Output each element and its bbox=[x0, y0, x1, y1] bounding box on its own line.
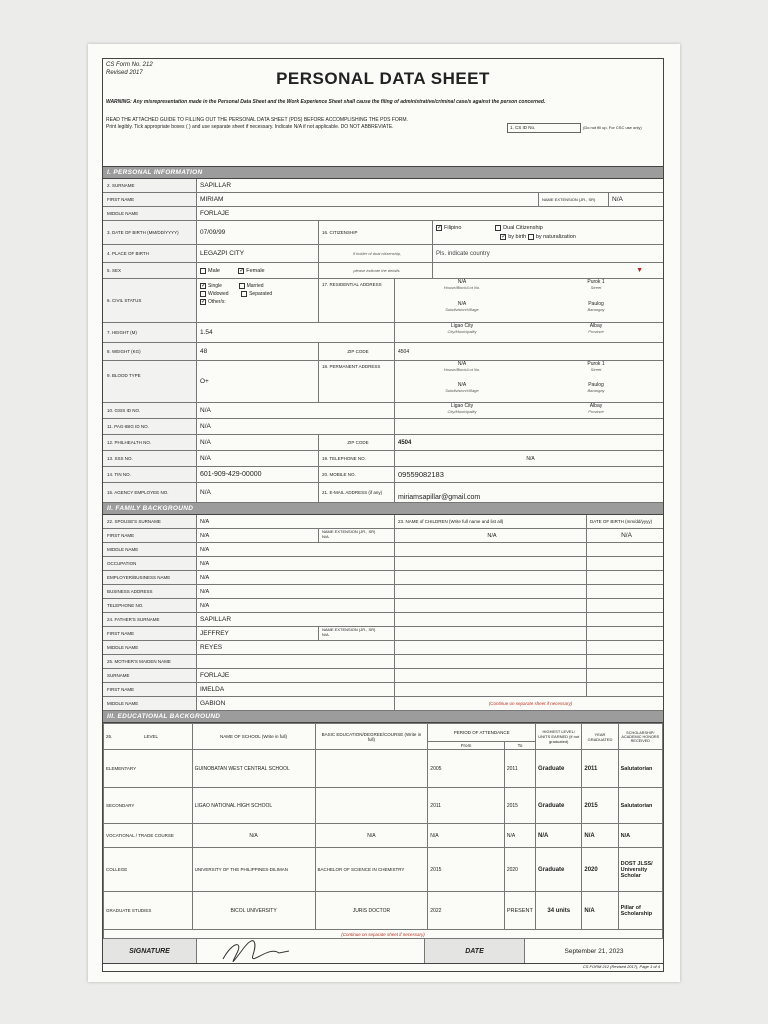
father-first-value[interactable]: JEFFREY bbox=[197, 627, 319, 640]
education-table bbox=[103, 723, 663, 939]
date-value[interactable]: September 21, 2023 bbox=[564, 947, 624, 955]
edu-year[interactable]: 2015 bbox=[582, 788, 618, 824]
page-title: PERSONAL DATA SHEET bbox=[276, 69, 490, 88]
edu-level: ELEMENTARY bbox=[104, 750, 193, 788]
mother-first-value[interactable]: IMELDA bbox=[197, 683, 395, 696]
mother-first-label: FIRST NAME bbox=[103, 683, 197, 696]
mother-surname-value[interactable]: FORLAJE bbox=[197, 669, 395, 682]
edu-period-header: PERIOD OF ATTENDANCE bbox=[428, 724, 536, 742]
edu-year[interactable]: 2020 bbox=[582, 848, 618, 892]
family-continue-note: (Continue on separate sheet if necessary) bbox=[488, 701, 573, 706]
tel-label: 19. TELEPHONE NO. bbox=[319, 451, 395, 466]
perm-prov-value[interactable]: Albay bbox=[589, 403, 603, 409]
perm-subd-value[interactable]: N/A bbox=[457, 381, 467, 388]
email-label: 21. E-MAIL ADDRESS (if any) bbox=[319, 483, 395, 502]
male-label: Male bbox=[208, 267, 220, 274]
edu-units[interactable]: 34 units bbox=[536, 892, 582, 930]
perm-city-value[interactable]: Ligao City bbox=[450, 403, 474, 409]
cap-street: Street bbox=[590, 285, 602, 290]
instruction-2: Print legibly. Tick appropriate boxes ( ) and use separate sheet if necessary. Indicate N/A if not applicable. DO NOT ABBREVIATE. bbox=[106, 124, 394, 130]
form-reference: CS FORM 212 (Revised 2017), Page 1 of 4 bbox=[103, 963, 663, 969]
pob-value[interactable]: LEGAZPI CITY bbox=[197, 245, 319, 262]
gsis-value[interactable]: N/A bbox=[197, 403, 395, 418]
spouse-middle-label: MIDDLE NAME bbox=[103, 543, 197, 556]
edu-course[interactable] bbox=[315, 750, 428, 788]
occupation-value[interactable]: N/A bbox=[197, 557, 395, 570]
res-subd-value[interactable]: N/A bbox=[457, 300, 467, 307]
employer-label: EMPLOYER/BUSINESS NAME bbox=[103, 571, 197, 584]
edu-from[interactable]: 2005 bbox=[428, 750, 505, 788]
civil-status-label: 6. CIVIL STATUS bbox=[103, 279, 197, 322]
mobile-value[interactable]: 09559082183 bbox=[398, 470, 444, 479]
instruction-1: READ THE ATTACHED GUIDE TO FILLING OUT THE PERSONAL DATA SHEET (PDS) BEFORE ACCOMPLISHING THE PDS FORM. bbox=[106, 117, 408, 123]
cap-prov: Province bbox=[588, 329, 604, 334]
dual-note-1: If holder of dual citizenship, bbox=[319, 245, 433, 262]
occupation-label: OCCUPATION bbox=[103, 557, 197, 570]
edu-school[interactable]: N/A bbox=[192, 824, 315, 848]
widowed-label: Widowed bbox=[208, 291, 229, 297]
edu-year[interactable]: N/A bbox=[582, 824, 618, 848]
business-address-value[interactable]: N/A bbox=[197, 585, 395, 598]
warning-text: WARNING: Any misrepresentation made in the Personal Data Sheet and the Work Experience Sheet shall cause the filing of administrative/criminal case/s against the person concerned. bbox=[106, 99, 546, 105]
section-education: III. EDUCATIONAL BACKGROUND bbox=[103, 711, 663, 723]
edu-honors[interactable]: DOST JLSS/ University Scholar bbox=[618, 848, 662, 892]
employer-value[interactable]: N/A bbox=[197, 571, 395, 584]
cap-city: City/Municipality bbox=[447, 329, 477, 334]
father-first-label: FIRST NAME bbox=[103, 627, 197, 640]
edu-units[interactable]: Graduate bbox=[536, 788, 582, 824]
others-label: Other/s: bbox=[208, 299, 226, 305]
by-birth-checkbox[interactable]: ✓ bbox=[501, 233, 507, 240]
signature-label: SIGNATURE bbox=[103, 939, 197, 963]
pagibig-value[interactable]: N/A bbox=[197, 419, 395, 434]
res-brgy-value[interactable]: Paulog bbox=[588, 300, 604, 307]
edu-to[interactable]: 2011 bbox=[504, 750, 535, 788]
filipino-checkbox[interactable]: ✓ bbox=[437, 224, 443, 231]
edu-course[interactable] bbox=[315, 788, 428, 824]
country-dropdown-icon[interactable]: ▼ bbox=[636, 267, 643, 274]
gsis-label: 10. GSIS ID NO. bbox=[103, 403, 197, 418]
spouse-first-label: FIRST NAME bbox=[103, 529, 197, 542]
male-checkbox[interactable] bbox=[200, 268, 206, 274]
edu-honors-header: SCHOLARSHIP/ ACADEMIC HONORS RECEIVED bbox=[618, 724, 662, 750]
perm-zip-value[interactable]: 4504 bbox=[398, 439, 412, 446]
edu-from[interactable]: 2022 bbox=[428, 892, 505, 930]
edu-units[interactable]: N/A bbox=[536, 824, 582, 848]
edu-honors[interactable]: Salutatorian bbox=[618, 750, 662, 788]
dual-label: Dual Citizenship bbox=[503, 225, 543, 231]
cs-id-field[interactable]: 1. CS ID No. bbox=[507, 123, 581, 133]
philhealth-value[interactable]: N/A bbox=[197, 435, 319, 450]
married-label: Married bbox=[246, 283, 264, 289]
agency-label: 15. AGENCY EMPLOYEE NO. bbox=[103, 483, 197, 502]
citizenship-label: 16. CITIZENSHIP bbox=[319, 221, 433, 244]
father-surname-label: 24. FATHER'S SURNAME bbox=[103, 613, 197, 626]
edu-school[interactable]: BICOL UNIVERSITY bbox=[192, 892, 315, 930]
filipino-label: Filipino bbox=[444, 225, 462, 231]
surname-label: 2. SURNAME bbox=[103, 179, 197, 192]
philhealth-label: 12. PHILHEALTH NO. bbox=[103, 435, 197, 450]
edu-year[interactable]: 2011 bbox=[582, 750, 618, 788]
sex-label: 5. SEX bbox=[103, 263, 197, 278]
edu-row bbox=[104, 750, 663, 788]
child-1-dob[interactable]: N/A bbox=[621, 532, 632, 539]
mother-surname-label: SURNAME bbox=[103, 669, 197, 682]
edu-to[interactable]: 2020 bbox=[504, 848, 535, 892]
others-checkbox[interactable]: ✓ bbox=[201, 298, 207, 305]
edu-level: VOCATIONAL / TRADE COURSE bbox=[104, 824, 193, 848]
cap-subd: Subdivision/Village bbox=[445, 306, 479, 312]
edu-from-header: From bbox=[428, 742, 505, 750]
edu-row bbox=[104, 788, 663, 824]
business-address-label: BUSINESS ADDRESS bbox=[103, 585, 197, 598]
spouse-middle-value[interactable]: N/A bbox=[197, 543, 395, 556]
first-name-label: FIRST NAME bbox=[103, 193, 197, 206]
email-value[interactable]: miriamsapillar@gmail.com bbox=[398, 494, 481, 501]
form-revised: Revised 2017 bbox=[106, 70, 143, 76]
spouse-surname-value[interactable]: N/A bbox=[197, 515, 395, 528]
perm-brgy-value[interactable]: Paulog bbox=[588, 381, 604, 388]
perm-house-value[interactable]: N/A bbox=[457, 361, 467, 367]
name-ext-value[interactable]: N/A bbox=[612, 196, 623, 203]
edu-from[interactable]: N/A bbox=[428, 824, 505, 848]
weight-label: 8. WEIGHT (KG) bbox=[103, 343, 197, 360]
father-middle-label: MIDDLE NAME bbox=[103, 641, 197, 654]
sss-value[interactable]: N/A bbox=[197, 451, 319, 466]
edu-honors[interactable]: Pillar of Scholarship bbox=[618, 892, 662, 930]
father-middle-value[interactable]: REYES bbox=[197, 641, 395, 654]
edu-to[interactable]: 2015 bbox=[504, 788, 535, 824]
separated-checkbox[interactable] bbox=[241, 291, 247, 297]
edu-row bbox=[104, 824, 663, 848]
res-zip-value[interactable]: 4504 bbox=[398, 348, 410, 355]
section-family: II. FAMILY BACKGROUND bbox=[103, 503, 663, 515]
edu-course[interactable]: BACHELOR OF SCIENCE IN CHEMISTRY bbox=[315, 848, 428, 892]
date-label: DATE bbox=[425, 939, 525, 963]
single-checkbox[interactable]: ✓ bbox=[201, 282, 207, 289]
married-checkbox[interactable] bbox=[239, 283, 245, 289]
spouse-surname-label: 22. SPOUSE'S SURNAME bbox=[103, 515, 197, 528]
pob-label: 4. PLACE OF BIRTH bbox=[103, 245, 197, 262]
tin-label: 14. TIN NO. bbox=[103, 467, 197, 482]
tin-value[interactable]: 601-909-429-00000 bbox=[197, 467, 319, 482]
spouse-tel-value[interactable]: N/A bbox=[197, 599, 395, 612]
spouse-tel-label: TELEPHONE NO. bbox=[103, 599, 197, 612]
spouse-first-value[interactable]: N/A bbox=[197, 529, 319, 542]
pds-form: CS Form No. 212 Revised 2017 PERSONAL DATA SHEET WARNING: Any misrepresentation made in the Personal Data Sheet and the Work Experience Sheet shall cause the filing of administrative/criminal case/s against the person concerned. READ THE ATTACHED GUIDE TO FILLING OUT THE PERSONAL DATA SHEET (PDS) BEFORE ACCOMPLISHING THE PDS FORM. Print legibly. Tick appropriate boxes ( ) and use separate sheet if necessary. Indicate N/A if not applicable. DO NOT ABBREVIATE. 1. CS ID No. (Do not fill up. For CSC use only) I. PERSONAL INFORMATION 2. SURNAME SAPILLAR FIRST NAME MIRIAM NAME EXTENSION (JR., SR) N/A MIDDLE NAME FORLAJE 3. DATE OF BIRTH (MM/DD/YYYY) 07/09/99 16. CITIZENSHIP ✓ Filipino Dual Citizenship ✓ by birth by naturalization 4. PLACE OF BIRTH LEGAZPI CITY If holder of dual citizenship, Pls. indicate country 5. SEX Male ✓ Female please indicate the details. ▼ 6. CIVIL STATUS ✓ Single Married Widowed Separated ✓ Other/s: 17. RESIDENTIAL ADDRESS N/A House/Block/Lot No. Purok 1 Street N/A Subdivision/Village Paulog Barangay 7. HEIGHT (M) 1.54 Ligao City City/Municipality Albay Province 8. WEIGHT (KG) 48 ZIP CODE 4504 9. BLOOD TYPE O+ 18. PERMANENT ADDRESS N/A House/Block/Lot No. Purok 1 Street N/A Subdivision/Village Paulog Barangay 10. GSIS ID NO. N/A Ligao City City/Municipality Albay Province 11. PAG-IBIG ID NO. N/A 12. PHILHEALTH NO. N/A ZIP CODE 4504 13. SSS NO. N/A 19. TELEPHONE NO. N/A 14. TIN NO. 601-909-429-00000 20. MOBILE NO. 09559082183 15. AGENCY EMPLOYEE NO. N/A 21. E-MAIL ADDRESS (if any) miriamsapillar@gmail.com II. FAMILY BACKGROUND 22. SPOUSE'S SURNAME N/A 23. NAME of CHILDREN (Write full name and list all) DATE OF BIRTH (mm/dd/yyyy) FIRST NAME N/A NAME EXTENSION (JR., SR) N/A N/A N/A MIDDLE NAME N/A OCCUPATION N/A EMPLOYER/BUSINESS NAME N/A BUSINESS ADDRESS N/A TELEPHONE NO. N/A 24. FATHER'S SURNAME SAPILLAR FIRST NAME JEFFREY NAME EXTENSION (JR., SR) N/A MIDDLE NAME REYES 25. MOTHER'S MAIDEN NAME SURNAME FORLAJE FIRST NAME IMELDA MIDDLE NAME GABION (Continue on separate sheet if necessary) III. EDUCATIONAL BACKGROUND 26. LEVEL NAME OF SCHOOL (Write in full) BASIC EDUCATION/DEGREE/COURSE (Write in full) PERIOD OF ATTENDANCE HIGHEST LEVEL/ UNITS EARNED (if not graduated) YEAR GRADUATED SCHOLARSHIP/ ACADEMIC HONORS RECEIVED From To ELEMENTARY GUINOBATAN WEST CENTRAL SCHOOL 2005 2011 Graduate 2011 Salutatorian SECONDARY LIGAO NATIONAL HIGH SCHOOL 2011 2015 Graduate 2015 Salutatorian VOCATIONAL / TRADE COURSE N/A N/A N/A N/A N/A N/A N/A COLLEGE UNIVERSITY OF THE PHILIPPINES-DILIMAN BACHELOR OF SCIENCE IN CHEMISTRY 2015 2020 Graduate 2020 DOST JLSS/ University Scholar GRADUATE STUDIES BICOL UNIVERSITY JURIS DOCTOR 2022 PRESENT 34 units N/A Pillar of Scholarship (Continue on separate sheet if necessary) SIGNATURE DATE September 21, 2023 CS FORM 212 (Revised 2017), Page 1 of 4 bbox=[102, 58, 664, 972]
paper-sheet bbox=[88, 44, 680, 982]
mother-middle-label: MIDDLE NAME bbox=[103, 697, 197, 710]
res-zip-label: ZIP CODE bbox=[319, 343, 395, 360]
by-nat-label: by naturalization bbox=[535, 234, 576, 240]
edu-units[interactable]: Graduate bbox=[536, 750, 582, 788]
father-ext-value[interactable]: N/A bbox=[322, 632, 329, 637]
cs-id-note: (Do not fill up. For CSC use only) bbox=[583, 125, 642, 130]
cap-house: House/Block/Lot No. bbox=[443, 285, 481, 290]
father-surname-value[interactable]: SAPILLAR bbox=[197, 613, 395, 626]
dual-checkbox[interactable] bbox=[495, 225, 501, 231]
edu-units[interactable]: Graduate bbox=[536, 848, 582, 892]
edu-continue-note: (Continue on separate sheet if necessary) bbox=[104, 930, 663, 939]
res-prov-value[interactable]: Albay bbox=[589, 323, 603, 329]
edu-level: COLLEGE bbox=[104, 848, 193, 892]
blood-type-label: 9. BLOOD TYPE bbox=[107, 373, 141, 378]
widowed-checkbox[interactable] bbox=[200, 291, 206, 297]
female-label: Female bbox=[246, 267, 265, 274]
mother-maiden-label: 25. MOTHER'S MAIDEN NAME bbox=[103, 655, 197, 668]
edu-school[interactable]: UNIVERSITY OF THE PHILIPPINES-DILIMAN bbox=[192, 848, 315, 892]
edu-school[interactable]: GUINOBATAN WEST CENTRAL SCHOOL bbox=[192, 750, 315, 788]
perm-address-label: 18. PERMANENT ADDRESS bbox=[319, 361, 395, 402]
sss-label: 13. SSS NO. bbox=[103, 451, 197, 466]
res-city-value[interactable]: Ligao City bbox=[450, 323, 474, 329]
perm-street-value[interactable]: Purok 1 bbox=[587, 361, 605, 367]
by-birth-label: by birth bbox=[508, 234, 527, 240]
res-house-value[interactable]: N/A bbox=[457, 279, 467, 285]
children-label: 23. NAME of CHILDREN (Write full name and list all) bbox=[395, 515, 587, 528]
tel-value[interactable]: N/A bbox=[526, 455, 535, 462]
middle-name-value[interactable]: FORLAJE bbox=[200, 210, 230, 217]
edu-course[interactable]: JURIS DOCTOR bbox=[315, 892, 428, 930]
separated-label: Separated bbox=[249, 291, 273, 297]
child-dob-label: DATE OF BIRTH (mm/dd/yyyy) bbox=[590, 519, 653, 524]
signature-scribble-icon bbox=[213, 939, 293, 963]
country-note: Pls. indicate country bbox=[436, 250, 490, 257]
by-nat-checkbox[interactable] bbox=[528, 234, 534, 240]
father-ext-label: NAME EXTENSION (JR., SR) bbox=[322, 627, 376, 632]
edu-honors[interactable]: Salutatorian bbox=[618, 788, 662, 824]
height-value[interactable]: 1.54 bbox=[197, 323, 395, 342]
edu-to[interactable]: PRESENT bbox=[504, 892, 535, 930]
edu-num: 26. bbox=[106, 734, 113, 739]
dual-note-2: please indicate the details. bbox=[319, 263, 433, 278]
spouse-ext-label: NAME EXTENSION (JR., SR) bbox=[322, 529, 376, 534]
res-address-label: 17. RESIDENTIAL ADDRESS bbox=[319, 279, 395, 322]
cap-brgy: Barangay bbox=[587, 306, 605, 312]
pagibig-label: 11. PAG-IBIG ID NO. bbox=[103, 419, 197, 434]
agency-value[interactable]: N/A bbox=[197, 483, 319, 502]
signature-row bbox=[103, 939, 663, 963]
dob-label: 3. DATE OF BIRTH (MM/DD/YYYY) bbox=[103, 221, 197, 244]
edu-level-header: LEVEL bbox=[143, 734, 158, 739]
surname-value[interactable]: SAPILLAR bbox=[200, 182, 232, 189]
form-header bbox=[103, 59, 663, 167]
form-number: CS Form No. 212 bbox=[106, 62, 153, 68]
first-name-value[interactable]: MIRIAM bbox=[197, 193, 539, 206]
edu-course[interactable]: N/A bbox=[315, 824, 428, 848]
edu-to[interactable]: N/A bbox=[504, 824, 535, 848]
edu-from[interactable]: 2015 bbox=[428, 848, 505, 892]
middle-name-label: MIDDLE NAME bbox=[103, 207, 197, 220]
edu-from[interactable]: 2011 bbox=[428, 788, 505, 824]
signature-field[interactable] bbox=[197, 939, 425, 963]
edu-year-header: YEAR GRADUATED bbox=[582, 724, 618, 750]
name-ext-label: NAME EXTENSION (JR., SR) bbox=[539, 193, 609, 206]
edu-units-header: HIGHEST LEVEL/ UNITS EARNED (if not graduated) bbox=[536, 724, 582, 750]
edu-row bbox=[104, 848, 663, 892]
single-label: Single bbox=[208, 283, 222, 289]
weight-value[interactable]: 48 bbox=[197, 343, 319, 360]
female-checkbox[interactable]: ✓ bbox=[239, 267, 245, 274]
edu-school[interactable]: LIGAO NATIONAL HIGH SCHOOL bbox=[192, 788, 315, 824]
child-1-name[interactable]: N/A bbox=[395, 529, 587, 542]
spouse-ext-value[interactable]: N/A bbox=[322, 534, 329, 539]
edu-year[interactable]: N/A bbox=[582, 892, 618, 930]
edu-level: SECONDARY bbox=[104, 788, 193, 824]
height-label: 7. HEIGHT (M) bbox=[103, 323, 197, 342]
edu-to-header: To bbox=[504, 742, 535, 750]
edu-school-header: NAME OF SCHOOL (Write in full) bbox=[192, 724, 315, 750]
edu-level: GRADUATE STUDIES bbox=[104, 892, 193, 930]
edu-row bbox=[104, 892, 663, 930]
mobile-label: 20. MOBILE NO. bbox=[319, 467, 395, 482]
mother-middle-value[interactable]: GABION bbox=[197, 697, 395, 710]
edu-honors[interactable]: N/A bbox=[618, 824, 662, 848]
section-personal: I. PERSONAL INFORMATION bbox=[103, 167, 663, 179]
dob-value[interactable]: 07/09/99 bbox=[197, 221, 319, 244]
res-street-value[interactable]: Purok 1 bbox=[587, 279, 605, 285]
blood-type-value[interactable]: O+ bbox=[197, 361, 319, 402]
edu-course-header: BASIC EDUCATION/DEGREE/COURSE (Write in full) bbox=[315, 724, 428, 750]
perm-zip-label: ZIP CODE bbox=[319, 435, 395, 450]
